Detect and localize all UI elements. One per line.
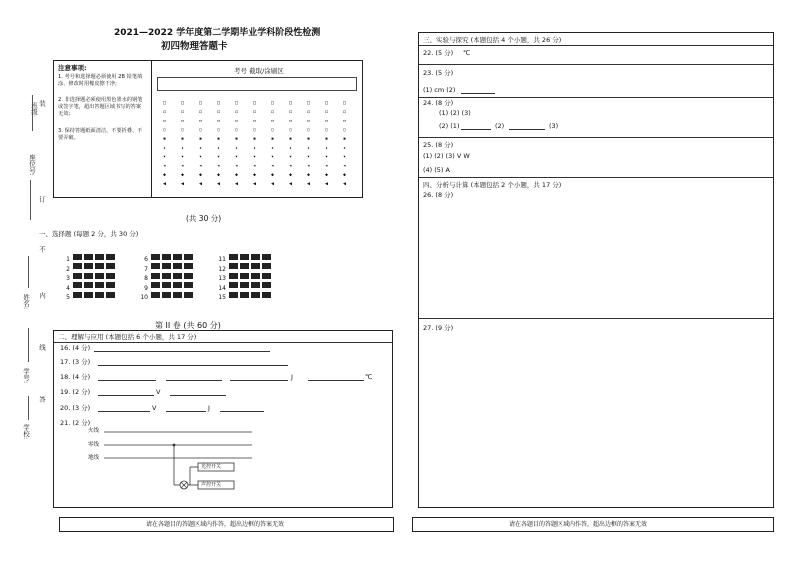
exam-id-bubble[interactable]: ▴ <box>289 145 293 151</box>
exam-title: 2021—2022 学年度第二学期毕业学科阶段性检测 <box>114 28 321 38</box>
exam-id-bubble[interactable]: ▯ <box>199 127 203 133</box>
exam-id-bubble[interactable]: ▾ <box>271 154 275 160</box>
field-line <box>30 180 32 220</box>
side-label-school: 学校: <box>22 424 30 440</box>
exam-id-bubble[interactable]: ◻ <box>181 109 185 115</box>
exam-id-bubble[interactable]: ▭ <box>343 118 347 124</box>
q18-answer-line[interactable] <box>230 373 288 381</box>
neutral-wire-label: 零线 <box>88 442 100 448</box>
exam-id-bubble[interactable]: ◀ <box>289 181 293 187</box>
exam-id-bubble[interactable]: ▾ <box>199 154 203 160</box>
exam-id-bubble[interactable]: ◆ <box>307 172 311 178</box>
exam-id-bubble[interactable]: ▭ <box>199 118 203 124</box>
right-answer-box <box>418 32 774 508</box>
choice-option-bubble[interactable] <box>106 292 115 298</box>
choice-row[interactable] <box>60 284 117 303</box>
notice-item: 1. 考号和选择题必须使用 2B 铅笔填涂，修改时用橡皮擦干净; <box>58 74 143 88</box>
exam-id-bubble[interactable]: ▯ <box>235 127 239 133</box>
exam-id-bubble[interactable]: ▾ <box>343 154 347 160</box>
exam-id-bubble[interactable]: ◂ <box>343 163 347 169</box>
q24-answer-line[interactable] <box>509 122 545 130</box>
exam-id-bubble[interactable]: ▾ <box>289 154 293 160</box>
footer-notice-left <box>59 517 394 532</box>
exam-id-label: 考号 截取/涂刷区 <box>234 67 284 75</box>
exam-id-bubble[interactable]: ◻ <box>271 109 275 115</box>
answer-sheet-title: 初四物理答题卡 <box>161 41 228 52</box>
exam-id-bubble[interactable]: ◻ <box>325 109 329 115</box>
exam-id-bubble[interactable]: ▾ <box>325 154 329 160</box>
exam-id-bubble[interactable]: ▭ <box>217 118 221 124</box>
exam-id-bubble[interactable]: ◀ <box>253 181 257 187</box>
exam-id-bubble[interactable]: ◻ <box>217 109 221 115</box>
exam-id-bubble[interactable]: ◀ <box>217 181 221 187</box>
notice-item: 3. 保持答题纸面清洁，不要折叠、不要弄破。 <box>58 128 143 142</box>
exam-id-bubble[interactable]: ◆ <box>253 172 257 178</box>
divider <box>419 137 773 138</box>
q19-answer-line[interactable] <box>170 388 226 396</box>
question-number: 2 <box>66 265 70 273</box>
exam-id-bubble[interactable]: ◀ <box>325 181 329 187</box>
exam-id-write-row[interactable] <box>157 77 357 91</box>
section4-heading: 四、分析与计算 (本题包括 2 个小题，共 17 分) <box>423 181 562 189</box>
question-number: 7 <box>144 265 148 273</box>
part2-title: 第 II 卷 (共 60 分) <box>155 321 221 330</box>
question-number: 13 <box>218 275 226 282</box>
exam-id-bubble[interactable]: ▪ <box>325 136 329 142</box>
exam-id-bubble[interactable]: □ <box>307 100 311 106</box>
exam-id-bubble[interactable]: ◂ <box>235 163 239 169</box>
exam-id-bubble[interactable]: ▴ <box>343 145 347 151</box>
q22-label: 22. (5 分) <box>423 49 454 57</box>
question-number: 11 <box>218 256 226 263</box>
exam-id-bubble[interactable]: ◆ <box>271 172 275 178</box>
exam-id-bubble[interactable]: ◆ <box>325 172 329 178</box>
q19-label: 19. (2 分) <box>60 388 91 396</box>
binding-char: 线 <box>38 344 46 351</box>
exam-id-bubble[interactable]: □ <box>235 100 239 106</box>
choice-row[interactable] <box>138 284 195 303</box>
side-label-seat: 座位号: <box>28 154 36 176</box>
exam-id-bubble[interactable]: ▴ <box>181 145 185 151</box>
exam-id-bubble[interactable]: ▴ <box>199 145 203 151</box>
q20-label: 20. (3 分) <box>60 404 91 412</box>
exam-id-bubble[interactable]: □ <box>343 100 347 106</box>
exam-id-bubble[interactable]: ◻ <box>199 109 203 115</box>
choice-option-bubble[interactable] <box>262 292 271 298</box>
exam-id-bubble[interactable]: ◀ <box>163 181 167 187</box>
field-line <box>32 95 34 131</box>
circuit-diagram <box>102 427 262 493</box>
choice-option-bubble[interactable] <box>151 292 160 298</box>
q24-line2a: (2) (1) <box>439 122 460 130</box>
q21-label: 21. (2 分) <box>60 419 91 427</box>
exam-id-bubble[interactable]: □ <box>271 100 275 106</box>
q18-answer-line[interactable] <box>308 373 364 381</box>
divider <box>54 342 392 343</box>
exam-id-bubble[interactable]: □ <box>253 100 257 106</box>
exam-id-bubble[interactable]: ▭ <box>307 118 311 124</box>
exam-id-bubble[interactable]: ▴ <box>271 145 275 151</box>
exam-id-bubble[interactable]: □ <box>199 100 203 106</box>
exam-id-bubble[interactable]: ▭ <box>289 118 293 124</box>
choice-heading: 一、选择题 (每题 2 分，共 30 分) <box>39 230 139 238</box>
exam-id-bubble[interactable]: ▪ <box>307 136 311 142</box>
exam-id-bubble[interactable]: ◂ <box>163 163 167 169</box>
exam-id-bubble[interactable]: ▯ <box>217 127 221 133</box>
exam-id-bubble[interactable]: ▴ <box>253 145 257 151</box>
side-label-name: 姓名: <box>22 294 30 310</box>
q19-unit-v: V <box>156 388 161 396</box>
q18-unit-j: J <box>291 373 293 381</box>
q18-unit-c: ℃ <box>365 373 373 381</box>
exam-id-bubble[interactable]: □ <box>163 100 167 106</box>
exam-id-bubble[interactable]: ▪ <box>343 136 347 142</box>
exam-id-bubble[interactable]: ▴ <box>325 145 329 151</box>
exam-id-bubble[interactable]: ◀ <box>199 181 203 187</box>
question-number: 6 <box>144 256 148 263</box>
exam-id-bubble[interactable]: ▴ <box>163 145 167 151</box>
q20-answer-line[interactable] <box>166 404 206 412</box>
exam-id-bubble[interactable]: ◀ <box>271 181 275 187</box>
q24-line1: (1) (2) (3) <box>439 109 471 117</box>
light-switch-label: 光控开关 <box>201 464 222 470</box>
exam-id-bubble[interactable]: ◆ <box>217 172 221 178</box>
exam-id-bubble[interactable]: ◻ <box>163 109 167 115</box>
exam-id-bubble[interactable]: ◀ <box>181 181 185 187</box>
q24-line2b: (2) <box>495 122 505 130</box>
choice-option-bubble[interactable] <box>173 292 182 298</box>
q26-label: 26. (8 分) <box>423 191 454 199</box>
binding-char: 订 <box>38 196 46 203</box>
exam-id-bubble[interactable]: ▪ <box>289 136 293 142</box>
exam-id-bubble[interactable]: ▾ <box>217 154 221 160</box>
divider <box>419 45 773 46</box>
q16-answer-line[interactable] <box>94 344 270 352</box>
choice-answer-grid[interactable] <box>60 246 320 300</box>
header-info-box <box>53 60 363 198</box>
question-number: 8 <box>144 275 148 282</box>
exam-id-bubble[interactable]: ◂ <box>271 163 275 169</box>
exam-id-bubble[interactable]: ▴ <box>307 145 311 151</box>
choice-option-bubble[interactable] <box>95 292 104 298</box>
choice-option-bubble[interactable] <box>251 292 260 298</box>
binding-char: 不 <box>38 246 46 253</box>
exam-id-bubble[interactable]: ▭ <box>253 118 257 124</box>
notice-panel <box>54 61 152 197</box>
side-label-number: 学号: <box>22 368 30 384</box>
notice-item: 2. 非选择题必须使用黑色墨水的钢笔或签字笔，超出答题区域书写的答案无效; <box>58 97 143 118</box>
q25-line2: (4) (5) A <box>423 166 450 174</box>
exam-id-bubble[interactable]: ▾ <box>235 154 239 160</box>
sound-switch-label: 声控开关 <box>201 482 222 488</box>
choice-option-bubble[interactable] <box>162 292 171 298</box>
section2-box <box>53 330 393 508</box>
q24-line2c: (3) <box>549 122 559 130</box>
field-line <box>28 396 30 420</box>
exam-id-bubble[interactable]: ▪ <box>271 136 275 142</box>
exam-id-bubble[interactable]: ▭ <box>163 118 167 124</box>
side-label-class: 班级: <box>30 102 38 118</box>
exam-id-bubble[interactable]: □ <box>325 100 329 106</box>
q19-answer-line[interactable] <box>98 388 154 396</box>
exam-id-bubble[interactable]: ◀ <box>343 181 347 187</box>
exam-id-bubble[interactable]: ▯ <box>343 127 347 133</box>
q22-unit: ℃ <box>463 49 471 57</box>
exam-id-bubble[interactable]: ▪ <box>235 136 239 142</box>
exam-id-bubble[interactable]: ▪ <box>181 136 185 142</box>
divider <box>419 177 773 178</box>
q23-label: 23. (5 分) <box>423 69 454 77</box>
exam-id-bubble[interactable]: ▭ <box>235 118 239 124</box>
notice-heading: 注意事项: <box>58 64 87 72</box>
exam-id-bubble[interactable]: ▴ <box>235 145 239 151</box>
footer-text: 请在各题目的答题区域内作答，超出边框的答案无效 <box>509 521 648 528</box>
exam-id-bubble[interactable]: ◂ <box>253 163 257 169</box>
choice-row[interactable] <box>216 284 273 303</box>
q20-answer-line[interactable] <box>98 404 150 412</box>
exam-id-bubble[interactable]: ▭ <box>271 118 275 124</box>
exam-id-bubble[interactable]: ▯ <box>271 127 275 133</box>
q24-answer-line[interactable] <box>461 122 491 130</box>
exam-id-bubble[interactable]: □ <box>289 100 293 106</box>
part1-score-note: (共 30 分) <box>186 214 222 223</box>
question-number: 9 <box>144 284 148 292</box>
exam-id-bubble[interactable]: ◆ <box>289 172 293 178</box>
exam-id-bubble[interactable]: ◻ <box>235 109 239 115</box>
choice-option-bubble[interactable] <box>229 292 238 298</box>
choice-option-bubble[interactable] <box>184 292 193 298</box>
q17-label: 17. (3 分) <box>60 358 91 366</box>
q24-label: 24. (8 分) <box>423 99 454 107</box>
question-number: 12 <box>218 265 226 273</box>
question-number: 4 <box>66 284 70 292</box>
q27-label: 27. (9 分) <box>423 324 454 332</box>
exam-id-bubble[interactable]: ▯ <box>163 127 167 133</box>
exam-id-bubble[interactable]: ◂ <box>199 163 203 169</box>
question-number: 10 <box>140 294 148 301</box>
exam-id-bubble[interactable]: ◂ <box>325 163 329 169</box>
q17-answer-line[interactable] <box>98 358 288 366</box>
exam-id-bubble[interactable]: ▯ <box>289 127 293 133</box>
exam-id-bubble[interactable]: ◂ <box>217 163 221 169</box>
q23-parts: (1) cm (2) <box>423 86 456 94</box>
section3-heading: 三、实验与探究 (本题包括 4 个小题，共 26 分) <box>423 36 562 44</box>
exam-id-bubble[interactable]: ◻ <box>289 109 293 115</box>
q18-answer-line[interactable] <box>166 373 222 381</box>
binding-char: 内 <box>38 292 46 299</box>
exam-id-bubble[interactable]: ▾ <box>307 154 311 160</box>
exam-id-bubble[interactable]: ▯ <box>253 127 257 133</box>
exam-id-bubble[interactable]: ◂ <box>307 163 311 169</box>
ground-wire-label: 地线 <box>88 455 100 461</box>
exam-id-bubble[interactable]: ◆ <box>235 172 239 178</box>
question-number: 3 <box>66 275 70 282</box>
question-number: 1 <box>66 256 70 263</box>
divider <box>419 64 773 65</box>
choice-option-bubble[interactable] <box>73 292 82 298</box>
footer-notice-right <box>412 517 774 532</box>
exam-id-bubble[interactable]: ◻ <box>343 109 347 115</box>
field-line <box>28 328 30 362</box>
q23-answer-line[interactable] <box>461 86 495 94</box>
question-number: 15 <box>218 294 226 301</box>
exam-id-bubble[interactable]: ◻ <box>253 109 257 115</box>
q18-label: 18. (4 分) <box>60 373 91 381</box>
exam-id-bubble[interactable]: ◻ <box>307 109 311 115</box>
exam-id-bubble[interactable]: ◆ <box>163 172 167 178</box>
q20-answer-line[interactable] <box>220 404 264 412</box>
q18-answer-line[interactable] <box>98 373 156 381</box>
exam-id-bubble[interactable]: ▪ <box>217 136 221 142</box>
exam-id-bubble[interactable]: ▾ <box>163 154 167 160</box>
q25-line1: (1) (2) (3) V W <box>423 152 470 160</box>
exam-id-bubble[interactable]: ▪ <box>253 136 257 142</box>
exam-id-bubble[interactable]: ◀ <box>307 181 311 187</box>
exam-id-bubble[interactable]: ▭ <box>325 118 329 124</box>
section2-heading: 二、理解与应用 (本题包括 6 个小题，共 17 分) <box>58 333 197 341</box>
question-number: 14 <box>218 284 226 292</box>
q25-label: 25. (8 分) <box>423 141 454 149</box>
footer-text: 请在各题目的答题区域内作答，超出边框的答案无效 <box>146 521 285 528</box>
choice-option-bubble[interactable] <box>84 292 93 298</box>
exam-id-bubble[interactable]: ◆ <box>181 172 185 178</box>
exam-id-bubble[interactable]: ▯ <box>325 127 329 133</box>
question-number: 5 <box>66 294 70 301</box>
q20-unit-j: J <box>208 404 210 412</box>
exam-id-bubble[interactable]: □ <box>217 100 221 106</box>
q20-unit-v: V <box>152 404 157 412</box>
binding-char: 装 <box>38 100 46 107</box>
field-line <box>28 256 30 288</box>
exam-id-bubble[interactable]: ◂ <box>181 163 185 169</box>
exam-id-bubble[interactable]: □ <box>181 100 185 106</box>
exam-id-bubble[interactable]: ▯ <box>307 127 311 133</box>
exam-id-bubble[interactable]: ◂ <box>289 163 293 169</box>
exam-id-bubble[interactable]: ▭ <box>181 118 185 124</box>
exam-id-bubble[interactable]: ▾ <box>181 154 185 160</box>
exam-id-bubble[interactable]: ▪ <box>199 136 203 142</box>
q16-label: 16. (4 分) <box>60 344 91 352</box>
exam-id-bubble[interactable]: ▪ <box>163 136 167 142</box>
exam-id-bubble[interactable]: ◆ <box>199 172 203 178</box>
binding-char: 答 <box>38 396 46 403</box>
live-wire-label: 火线 <box>88 428 100 434</box>
exam-id-bubble[interactable]: ▾ <box>253 154 257 160</box>
exam-id-bubble[interactable]: ▴ <box>217 145 221 151</box>
choice-option-bubble[interactable] <box>240 292 249 298</box>
exam-id-bubble[interactable]: ▯ <box>181 127 185 133</box>
divider <box>419 318 773 319</box>
exam-id-bubble-grid[interactable] <box>157 97 357 193</box>
exam-id-bubble[interactable]: ◀ <box>235 181 239 187</box>
divider <box>419 97 773 98</box>
exam-id-bubble[interactable]: ◆ <box>343 172 347 178</box>
